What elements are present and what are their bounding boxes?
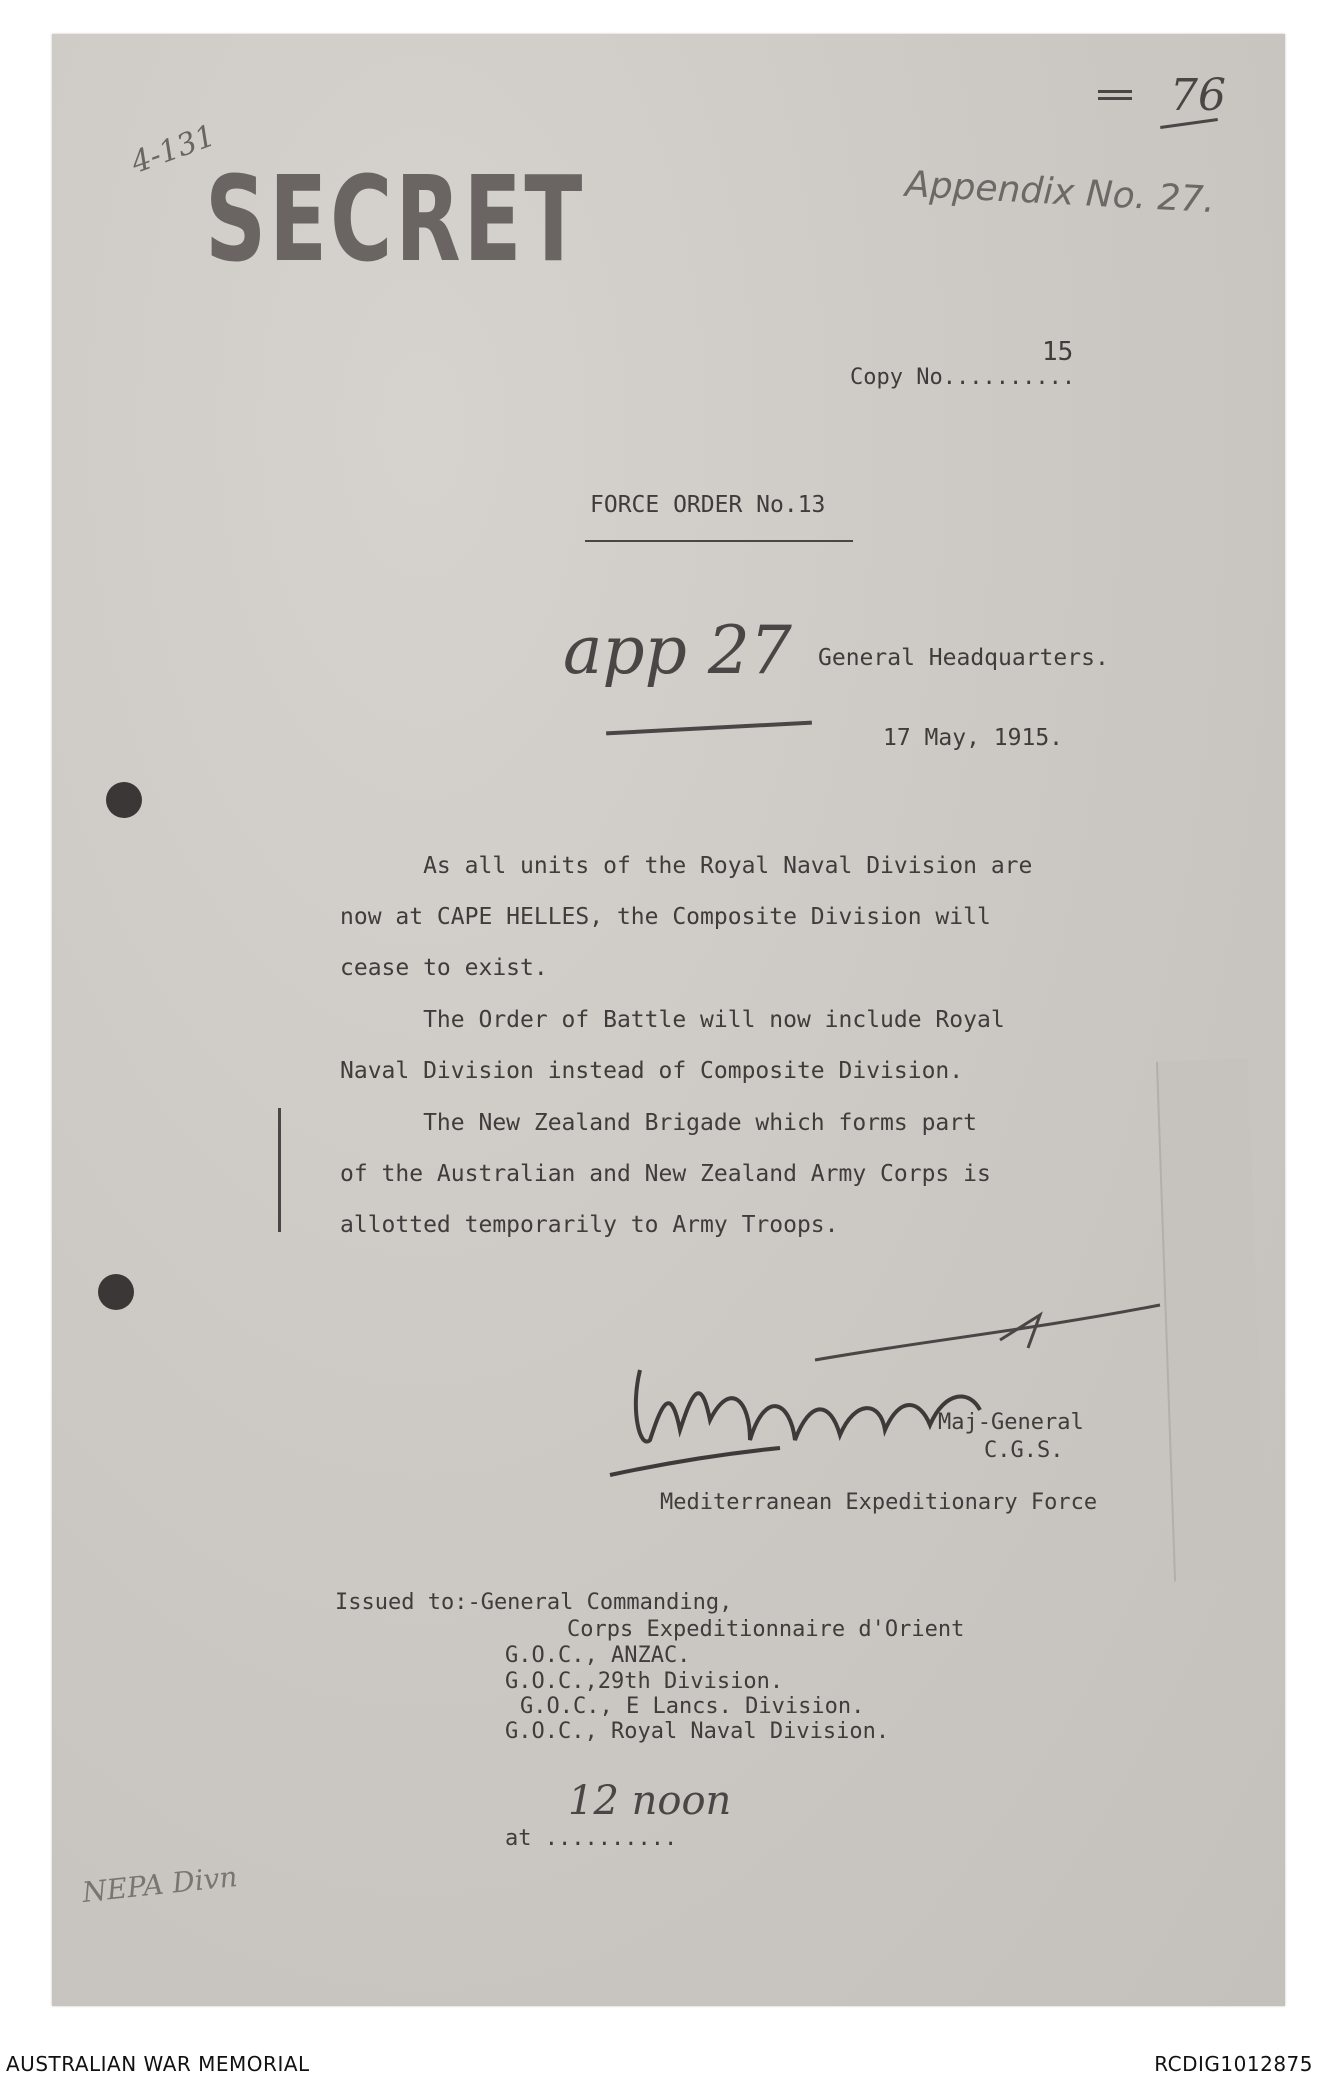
- handwritten-signature: [600, 1290, 1180, 1490]
- bottom-note: NEPA Divn: [80, 1859, 239, 1910]
- footer-left: AUSTRALIAN WAR MEMORIAL: [6, 2052, 310, 2076]
- order-title: FORCE ORDER No.13: [590, 492, 826, 518]
- copy-number-label: Copy No..........: [850, 365, 1076, 390]
- recipient: Corps Expeditionnaire d'Orient: [567, 1617, 965, 1642]
- at-label: at ..........: [505, 1826, 678, 1851]
- title-underline: [585, 540, 853, 542]
- recipient: G.O.C., Royal Naval Division.: [505, 1719, 890, 1744]
- time-note: 12 noon: [568, 1778, 732, 1824]
- force-name: Mediterranean Expeditionary Force: [660, 1490, 1098, 1515]
- app-reference: app 27: [563, 612, 792, 689]
- margin-mark: [278, 1108, 281, 1232]
- appendix-stamp: Appendix No. 27.: [904, 163, 1216, 222]
- footer-right: RCDIG1012875: [1154, 2052, 1313, 2076]
- strike-line: [1098, 90, 1132, 93]
- recipient: G.O.C.,29th Division.: [505, 1669, 784, 1694]
- secret-stamp: SECRET: [205, 150, 586, 288]
- strike-line: [1098, 97, 1132, 100]
- punch-hole: [106, 782, 142, 818]
- body-line: As all units of the Royal Naval Division are: [340, 853, 1033, 879]
- body-line: cease to exist.: [340, 955, 548, 981]
- issued-to: Issued to:-General Commanding,: [335, 1590, 733, 1615]
- body-line: The Order of Battle will now include Royal: [340, 1007, 1005, 1033]
- signatory-role: C.G.S.: [984, 1438, 1064, 1463]
- body-line: The New Zealand Brigade which forms part: [340, 1110, 977, 1136]
- order-date: 17 May, 1915.: [883, 725, 1064, 751]
- copy-number-value: 15: [1042, 337, 1074, 367]
- body-line: allotted temporarily to Army Troops.: [340, 1212, 839, 1238]
- punch-hole: [98, 1274, 134, 1310]
- recipient: G.O.C., E Lancs. Division.: [520, 1694, 865, 1719]
- body-line: Naval Division instead of Composite Division.: [340, 1058, 964, 1084]
- body-line: now at CAPE HELLES, the Composite Division will: [340, 904, 991, 930]
- page-number: 76: [1170, 70, 1226, 121]
- recipient: G.O.C., ANZAC.: [505, 1643, 691, 1668]
- signatory-rank: Maj-General: [938, 1410, 1084, 1435]
- file-reference: 4-131: [126, 118, 220, 181]
- body-line: of the Australian and New Zealand Army Corps is: [340, 1161, 991, 1187]
- headquarters: General Headquarters.: [818, 645, 1109, 671]
